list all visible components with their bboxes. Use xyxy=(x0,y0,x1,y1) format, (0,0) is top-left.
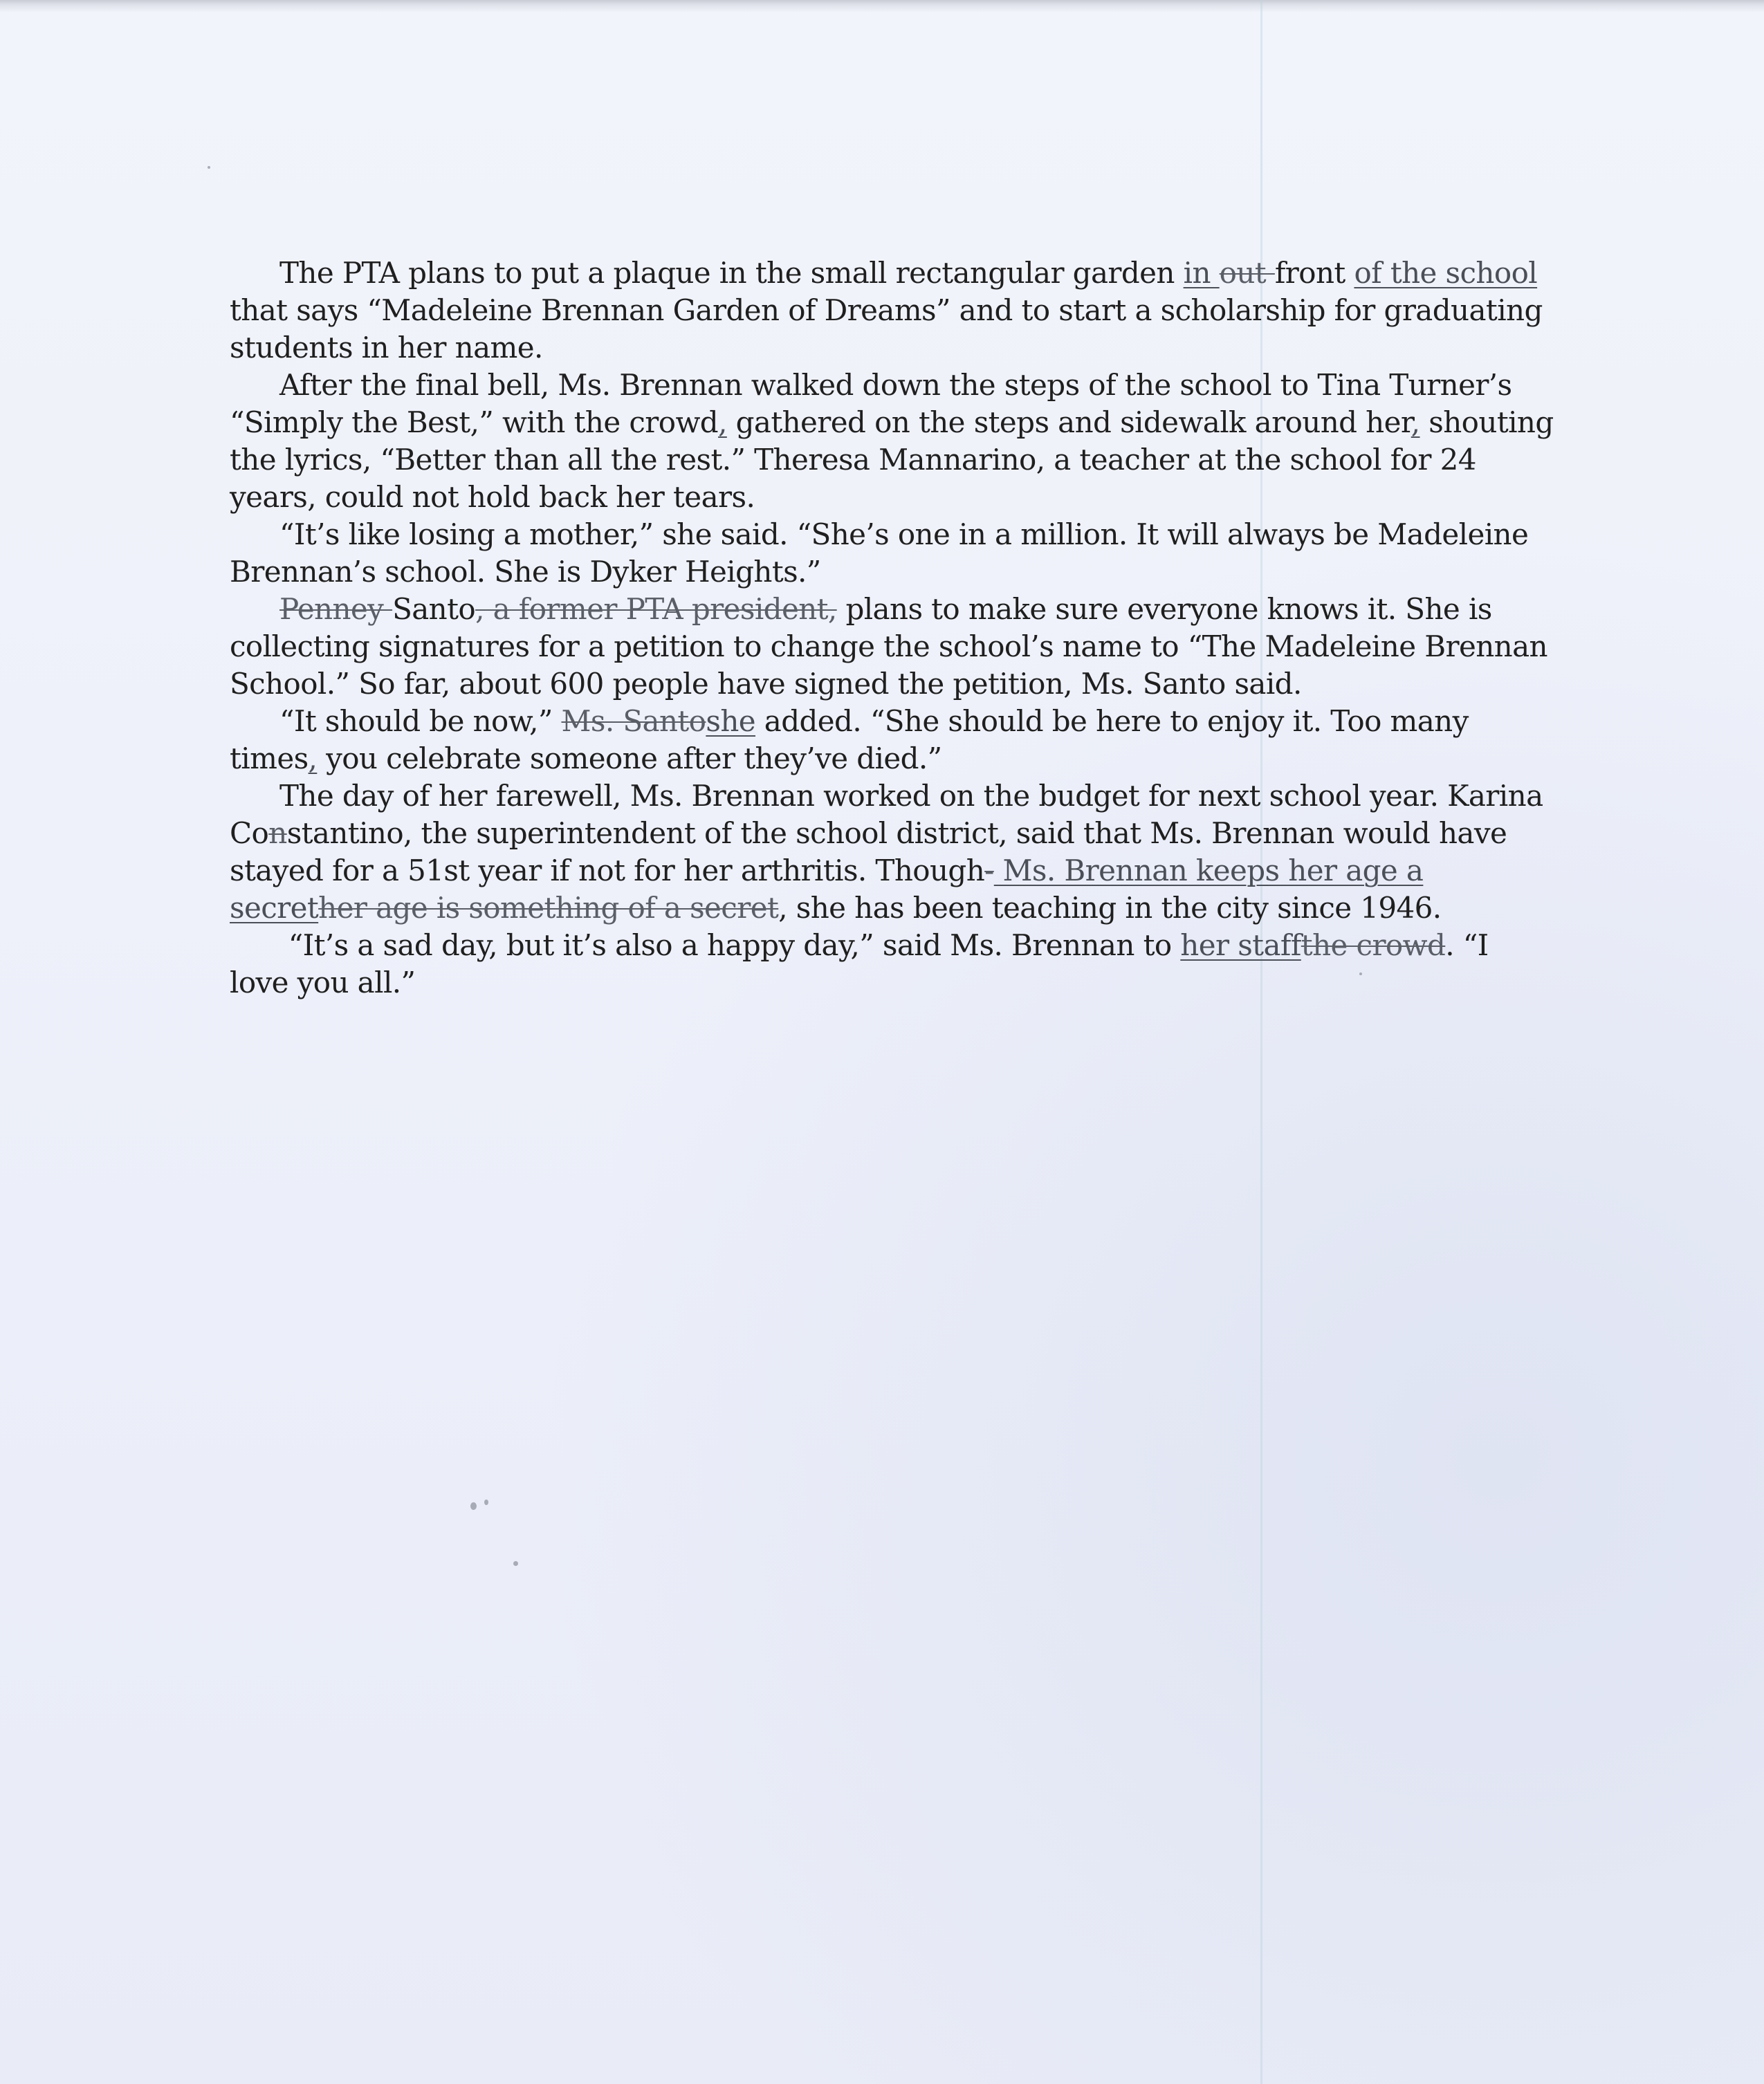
body-text: The PTA plans to put a plaque in the small rectangular garden xyxy=(279,256,1184,290)
inserted-text: her staff xyxy=(1180,928,1301,962)
body-text: stantino, the superintendent of the school district, said that Ms. Brennan would have stayed for a 51st year if not for her arthritis. Though xyxy=(230,816,1507,887)
body-text: The day of her farewell, Ms. Brennan worked on the budget for next school year. Karina Co xyxy=(230,779,1543,850)
body-text: front xyxy=(1274,256,1354,290)
document-body xyxy=(230,255,1554,1002)
body-text: . “I love you all.” xyxy=(230,928,1489,999)
paragraph xyxy=(230,367,1554,516)
paragraph xyxy=(230,591,1554,703)
inserted-text: , xyxy=(718,405,727,439)
body-text: that says “Madeleine Brennan Garden of Dreams” and to start a scholarship for graduating students in her name. xyxy=(230,293,1543,365)
paragraph xyxy=(230,516,1554,591)
deleted-text: her age is something of a secret xyxy=(318,891,779,925)
inserted-text: in xyxy=(1183,256,1220,290)
paragraph xyxy=(230,777,1554,927)
body-text: After the final bell, Ms. Brennan walked down the steps of the school to Tina Turner’s “Simply the Best,” with the crowd xyxy=(230,368,1512,439)
inserted-text: , xyxy=(308,741,318,775)
body-text: Santo xyxy=(392,592,476,626)
deleted-text: the crowd xyxy=(1301,928,1446,962)
body-text: , she has been teaching in the city since 1946. xyxy=(778,891,1442,925)
scan-top-edge xyxy=(0,0,1764,12)
inserted-text: , xyxy=(1411,405,1420,439)
deleted-text: Penney xyxy=(279,592,393,626)
paragraph xyxy=(230,255,1554,367)
paper-speck xyxy=(208,166,210,169)
deleted-text: - xyxy=(984,854,994,887)
deleted-text: n xyxy=(268,816,287,850)
paper-speck xyxy=(484,1500,488,1505)
body-text: “It’s like losing a mother,” she said. “She’s one in a million. It will always be Madeleine Brennan’s school. She is Dyker Heights.” xyxy=(230,517,1529,589)
body-text: “It’s a sad day, but it’s also a happy day,” said Ms. Brennan to xyxy=(279,928,1181,962)
paper-speck xyxy=(513,1561,518,1566)
paper-speck xyxy=(1359,972,1362,975)
body-text: you celebrate someone after they’ve died.” xyxy=(317,741,942,775)
inserted-text: she xyxy=(706,704,756,738)
deleted-text: , a former PTA president, xyxy=(475,592,837,626)
body-text: plans to make sure everyone knows it. She is collecting signatures for a petition to change the school’s name to “The Madeleine Brennan School.” So far, about 600 people have signed the petition, Ms. Santo said. xyxy=(230,592,1547,701)
deleted-text: Ms. Santo xyxy=(561,704,706,738)
body-text: “It should be now,” xyxy=(279,704,562,738)
body-text: added. “She should be here to enjoy it. Too many times xyxy=(230,704,1469,775)
body-text: gathered on the steps and sidewalk around her xyxy=(726,405,1411,439)
inserted-text: Ms. Brennan keeps her age a secret xyxy=(230,854,1424,925)
inserted-text: of the school xyxy=(1354,256,1538,290)
deleted-text: out xyxy=(1219,256,1275,290)
paper-speck xyxy=(470,1502,477,1510)
paragraph xyxy=(230,927,1554,1002)
paragraph xyxy=(230,703,1554,777)
body-text: shouting the lyrics, “Better than all the rest.” Theresa Mannarino, a teacher at the school for 24 years, could not hold back her tears. xyxy=(230,405,1554,514)
